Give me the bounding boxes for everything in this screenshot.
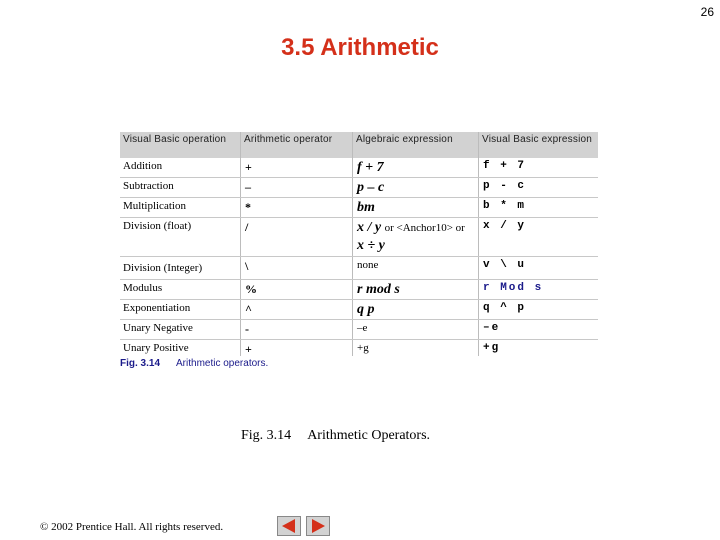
copyright-footer: © 2002 Prentice Hall. All rights reserved. [40, 521, 224, 533]
arithmetic-operators-table [120, 132, 598, 372]
table-row: Division (float) / x / y or <Anchor10> or x ÷ y x / y [120, 218, 598, 257]
table-caption: Fig. 3.14 Arithmetic operators. [120, 358, 269, 369]
previous-slide-button[interactable] [277, 516, 301, 536]
table-row: Unary Negative - –e –e [120, 320, 598, 340]
table-row: Unary Positive + +g +g [123, 342, 501, 356]
table-row: Modulus % r mod s r Mod s [120, 280, 598, 300]
header-arith-operator: Arithmetic operator [241, 132, 353, 158]
right-arrow-icon [307, 517, 329, 535]
left-arrow-icon [278, 517, 300, 535]
slide-title: 3.5 Arithmetic [281, 34, 439, 61]
figure-caption: Fig. 3.14 Arithmetic Operators. [241, 428, 431, 443]
table-row: Exponentiation ^ q p q ^ p [120, 300, 598, 320]
page-number: 26 [700, 5, 714, 19]
table-row: Division (Integer) \ none v \ u [120, 257, 598, 280]
header-vb-operation: Visual Basic operation [120, 132, 241, 158]
next-slide-button[interactable] [306, 516, 330, 536]
table-row: Addition + f + 7 f + 7 [120, 158, 598, 178]
table-row: Multiplication * bm b * m [120, 198, 598, 218]
table-row: Subtraction – p – c p - c [120, 178, 598, 198]
header-vb-expression: Visual Basic expression [479, 132, 599, 158]
header-algebraic-expression: Algebraic expression [353, 132, 479, 158]
